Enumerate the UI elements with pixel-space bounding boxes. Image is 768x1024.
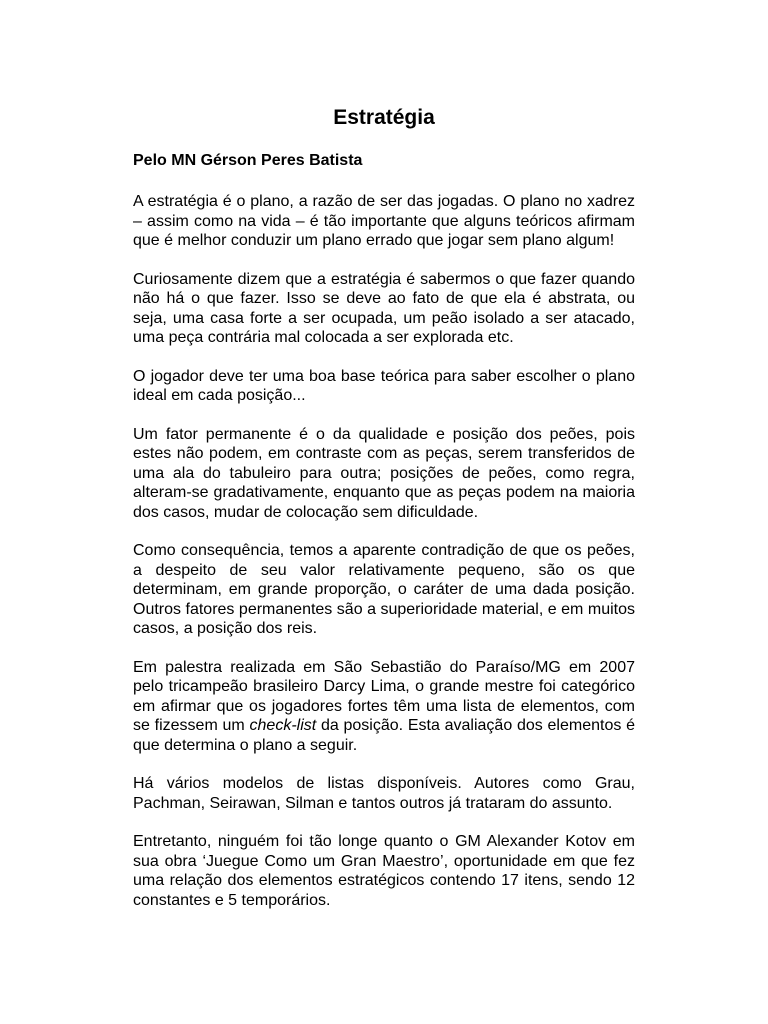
document-title: Estratégia bbox=[333, 106, 435, 129]
paragraph-6 bbox=[133, 658, 635, 756]
paragraph-4: Um fator permanente é o da qualidade e posição dos peões, pois estes não podem, em contraste com as peças, serem transferidos de uma ala do tabuleiro para outra; posições de peões, como regra, alteram-se gradativamente, enquanto que as peças podem na maioria dos casos, mudar de colocação sem dificuldade. bbox=[133, 425, 635, 521]
paragraph-5: Como consequência, temos a aparente contradição de que os peões, a despeito de seu valor relativamente pequeno, são os que determinam, em grande proporção, o caráter de uma dada posição. Outros fatores permanentes são a superioridade material, e em muitos casos, a posição dos reis. bbox=[133, 542, 635, 637]
document-body bbox=[133, 192, 635, 929]
paragraph-7: Há vários modelos de listas disponíveis. Autores como Grau, Pachman, Seirawan, Silman e tantos outros já trataram do assunto. bbox=[133, 775, 635, 812]
paragraph-2: Curiosamente dizem que a estratégia é sabermos o que fazer quando não há o que fazer. Isso se deve ao fato de que ela é abstrata, ou seja, uma casa forte a ser ocupada, um peão isolado a ser atacado, uma peça contrária mal colocada a ser explorada etc. bbox=[133, 270, 635, 346]
paragraph-3: O jogador deve ter uma boa base teórica para saber escolher o plano ideal em cada posição... bbox=[133, 367, 635, 404]
document-author: Pelo MN Gérson Peres Batista bbox=[133, 152, 363, 169]
paragraph-6-text-after: da posição. Esta avaliação dos elementos é que determina o plano a seguir. bbox=[133, 717, 635, 754]
paragraph-6-text-before: Em palestra realizada em São Sebastião do Paraíso/MG em 2007 pelo tricampeão brasileiro Darcy Lima, o grande mestre foi categórico em afirmar que os jogadores fortes têm uma lista de elementos, com se fizessem um bbox=[133, 658, 635, 734]
paragraph-8: Entretanto, ninguém foi tão longe quanto o GM Alexander Kotov em sua obra ‘Juegue Como um Gran Maestro’, oportunidade em que fez uma relação dos elementos estratégicos contendo 17 itens, sendo 12 constantes e 5 temporários. bbox=[133, 833, 635, 909]
paragraph-1: A estratégia é o plano, a razão de ser das jogadas. O plano no xadrez – assim como na vida – é tão importante que alguns teóricos afirmam que é melhor conduzir um plano errado que jogar sem plano algum! bbox=[133, 193, 635, 249]
check-list-emphasis: check-list bbox=[249, 717, 317, 734]
